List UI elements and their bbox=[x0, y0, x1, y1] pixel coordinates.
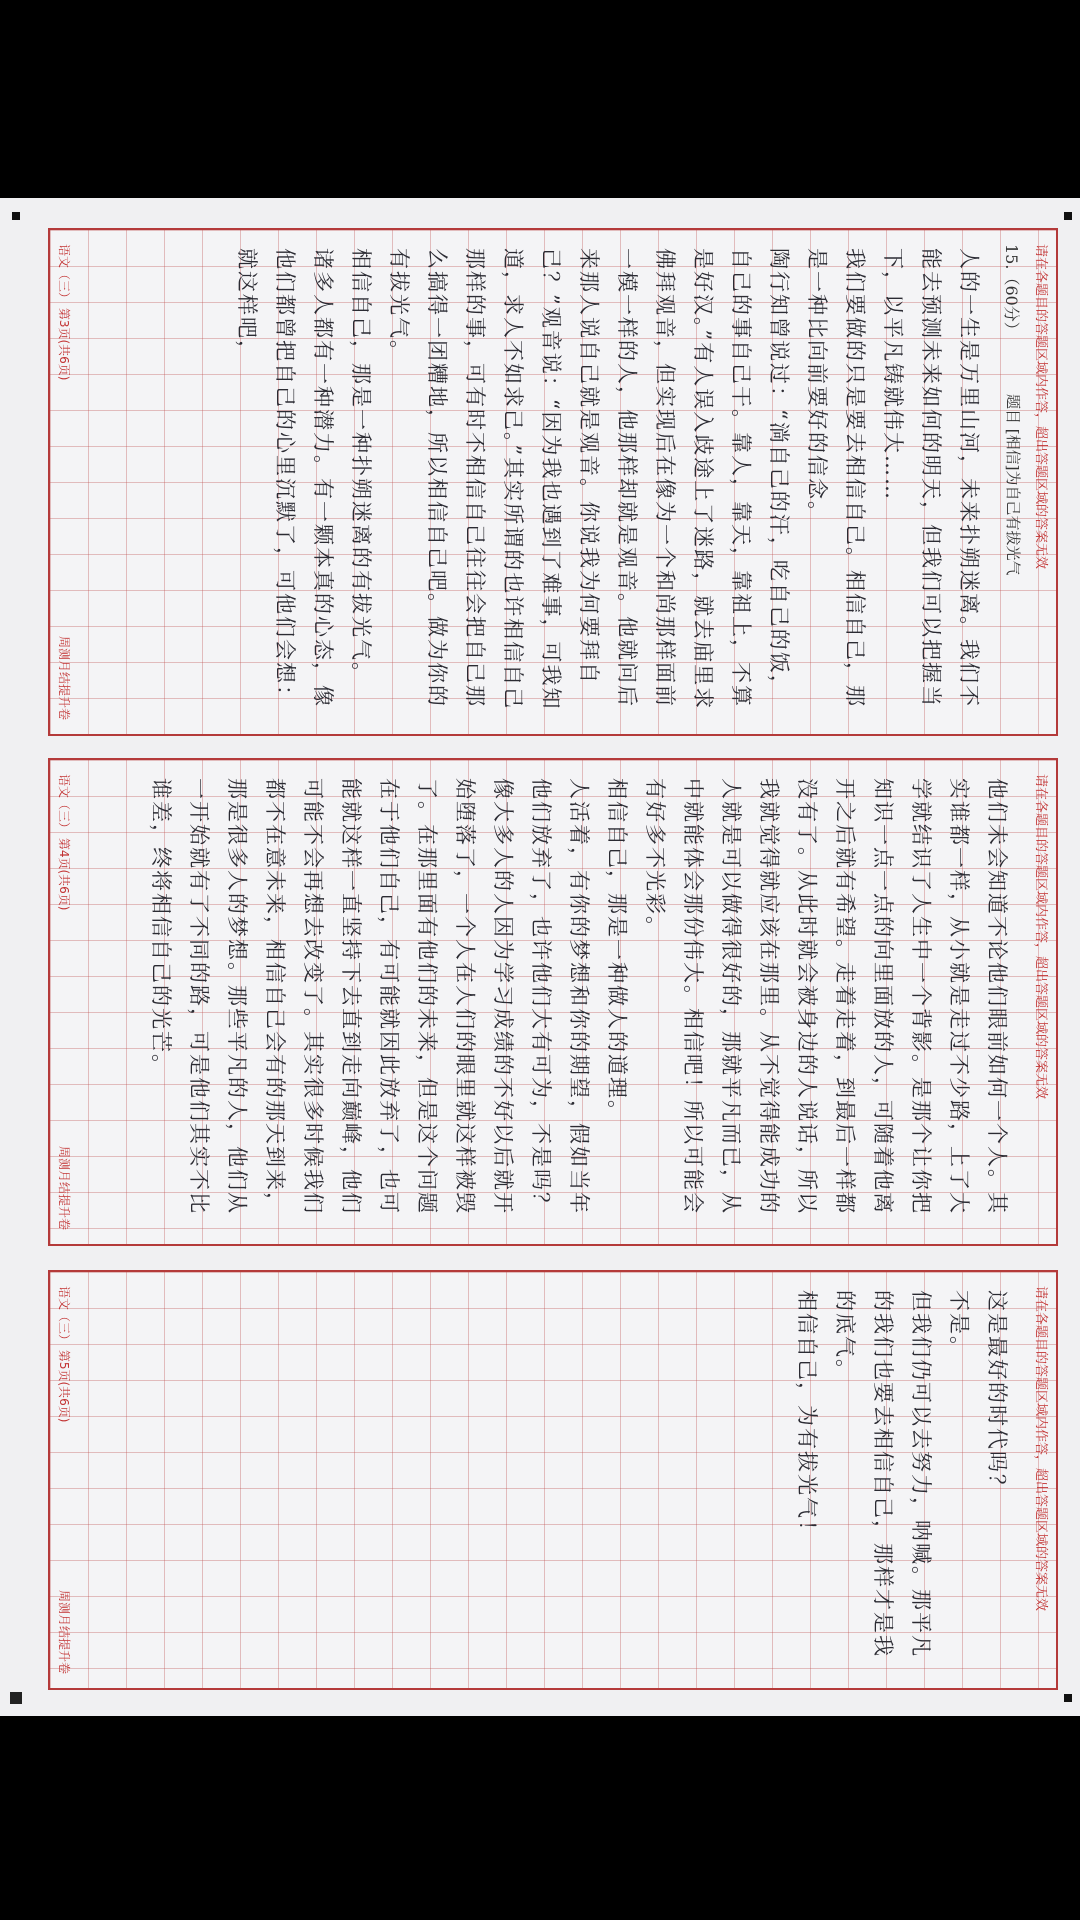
alignment-mark bbox=[12, 212, 20, 220]
page-footer: 语文（三） 第3页(共6页) bbox=[57, 244, 71, 381]
answer-page-1 bbox=[48, 228, 1058, 736]
answer-page-3 bbox=[48, 1270, 1058, 1690]
answer-area-notice: 请在各题目的答题区域内作答，超出答题区域的答案无效 bbox=[1033, 244, 1048, 570]
answer-page-2 bbox=[48, 758, 1058, 1246]
answer-area-notice: 请在各题目的答题区域内作答，超出答题区域的答案无效 bbox=[1033, 1286, 1048, 1612]
brand-label: 周测月结提升卷 bbox=[57, 1589, 71, 1674]
alignment-mark bbox=[10, 1692, 22, 1704]
page-footer: 语文（三） 第5页(共6页) bbox=[57, 1286, 71, 1423]
alignment-mark bbox=[1064, 212, 1072, 220]
title-text: [相信]为自己有拔光气 bbox=[1004, 428, 1022, 576]
essay-text-page-3: 这是最好的时代吗？ 不是。 但我们仍可以去努力，呐喊。那平凡的我们也要去相信自己，那样才是我的底气。 相信自己，为有拔光气！ bbox=[795, 1290, 1009, 1658]
essay-text-page-2: 他们未会知道不论他们眼前如何一个人。其实谁都一样，从小就是走过不少路，上了大学就结识了人生中一个背影。是那个让你把知识一点一点的向里面放的人，可随着他离开之后就有希望。走着走着，到最后一样都没有了。从此时就会被身边的人说话，所以我就觉得就应该在那里。从不觉得能成功的人就是可以做得很好的，那就平凡而已，从中就能体会那份伟大。相信吧！所以可能会有好多不光彩。 相信自己，那是一种做人的道理。 人活着，有你的梦想和你的期望，假如当年他们放弃了，也许他们大有可为，不是吗？像大多人的人因为学习成绩的不好以后就开始堕落了，一个人在人们的眼里就这样被毁了。在那里面有他们的未来，但是这个问题在于他们自己，有可能就因此放弃了，也可能就这样一直坚持下去直到走向巅峰，他们可能不会再想去改变了。其实很多时候我们都不在意未来，相信自己会有的那天到来，那是很多人的梦想。那些平凡的人，他们从一开始就有了不同的路，可是他们其实不比谁差，终将相信自己的光芒。 bbox=[149, 778, 1009, 1215]
title-prefix: 题目 bbox=[1004, 394, 1022, 425]
question-number: 15.（60分） bbox=[1002, 244, 1021, 338]
exam-sheet bbox=[0, 198, 1080, 1716]
brand-label: 周测月结提升卷 bbox=[57, 1145, 71, 1230]
page-footer: 语文（三） 第4页(共6页) bbox=[57, 774, 71, 911]
alignment-mark bbox=[1064, 1694, 1072, 1702]
question-header bbox=[1001, 244, 1024, 720]
essay-text-page-1: 人的一生是万里山河，未来扑朔迷离。我们不能去预测未来如何的明天，但我们可以把握当下，以平凡铸就伟大…… 我们要做的只是要去相信自己。相信自己，那是一种比向前要好的信念。 陶行知曾说过：“淌自己的汗，吃自己的饭，自己的事自己干。靠人，靠天，靠祖上，不算是好汉。”有人误入歧途上了迷路，就去庙里求佛拜观音，但实现后在像为一个和尚那样面前一模一样的人，他那样却就是观音。他就问后来那人说自己就是观音。你说我为何要拜自己？”观音说：“因为我也遇到了难事，可我知道，求人不如求己。”其实所谓的也许相信自己那样的事，可有时不相信自己往往会把自己那么搞得一团糟地，所以相信自己吧。做为你的有拔光气。 相信自己，那是一种扑朔迷离的有拔光气。 诸多人都有一种潜力。有一颗本真的心态，像他们都曾把自己的心里沉默了，可他们会想：就这样吧， bbox=[235, 248, 981, 711]
answer-area-notice: 请在各题目的答题区域内作答，超出答题区域的答案无效 bbox=[1033, 774, 1048, 1100]
photo-frame bbox=[0, 198, 1080, 1716]
essay-title bbox=[1003, 394, 1024, 576]
brand-label: 周测月结提升卷 bbox=[57, 635, 71, 720]
